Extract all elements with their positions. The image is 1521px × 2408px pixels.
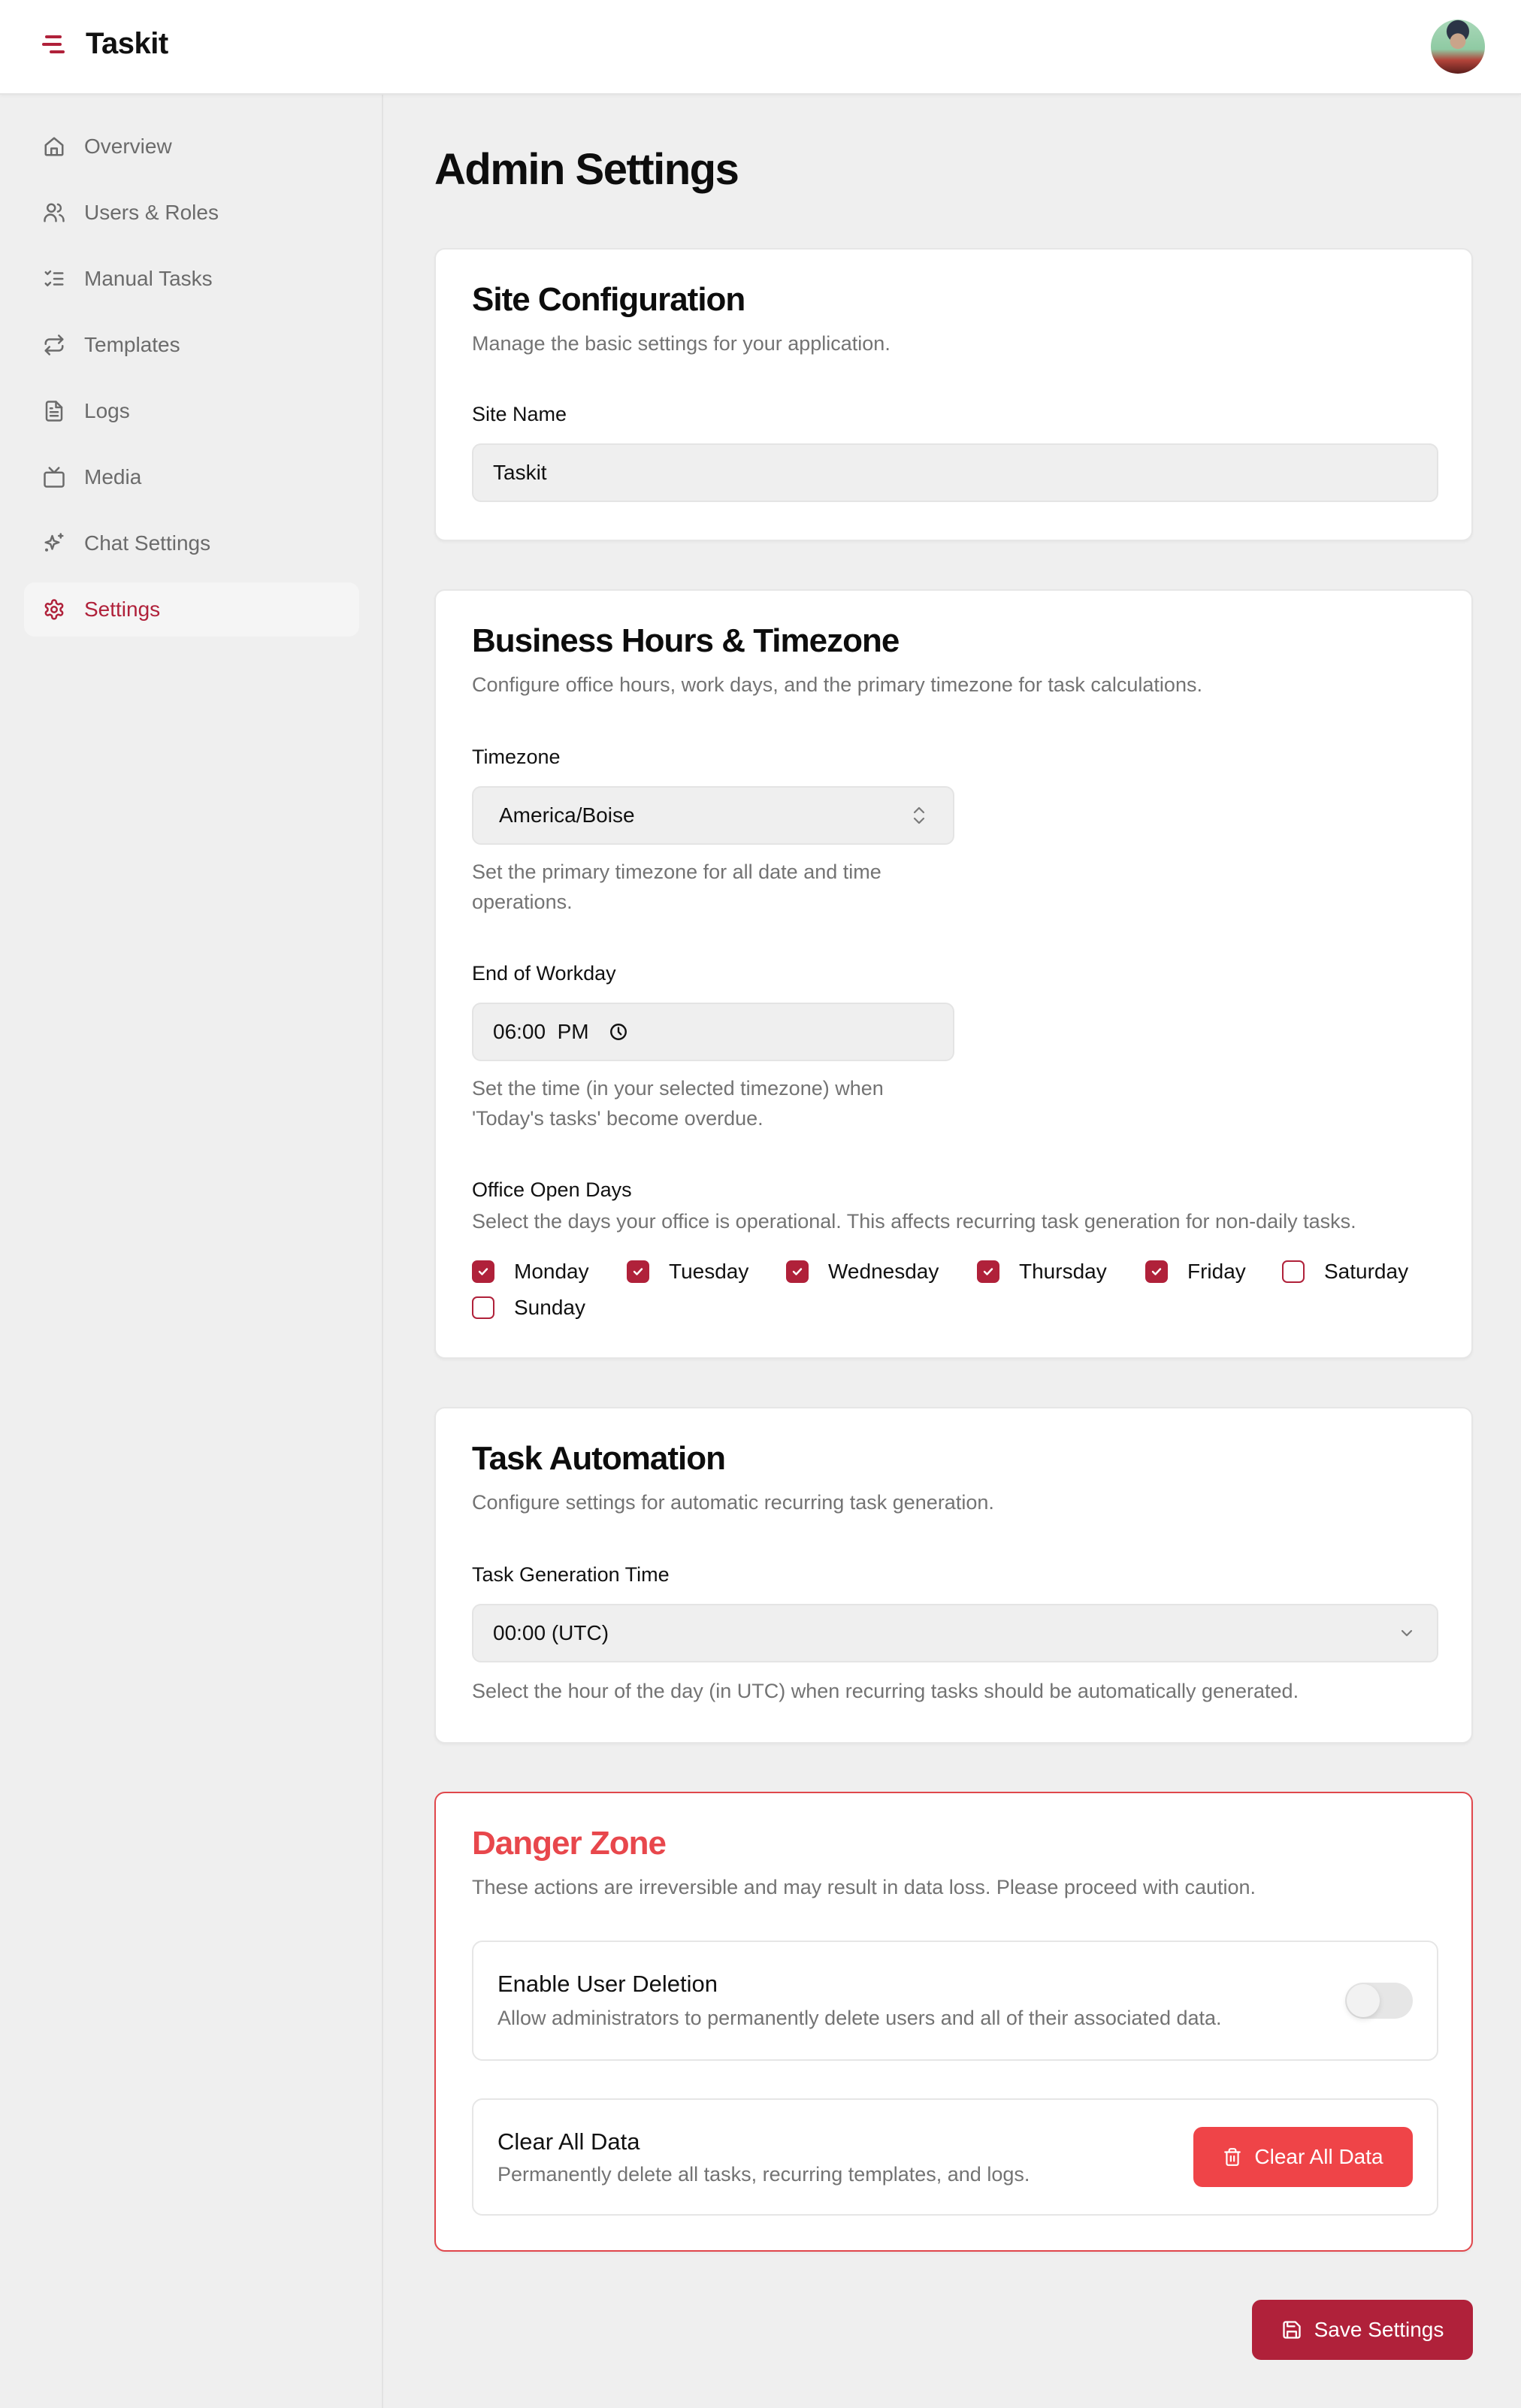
task-generation-time-value: 00:00 (UTC) <box>493 1621 609 1644</box>
clear-data-title: Clear All Data <box>497 2128 640 2155</box>
gear-icon <box>42 597 66 622</box>
day-checkbox-thursday[interactable]: Thursday <box>977 1260 1107 1284</box>
checkbox-unchecked-icon[interactable] <box>1282 1260 1305 1283</box>
user-deletion-description: Allow administrators to permanently delete users and all of their associated data. <box>497 2007 1222 2029</box>
sparkles-icon <box>42 531 66 555</box>
day-checkbox-tuesday[interactable]: Tuesday <box>627 1260 748 1284</box>
timezone-helper: Set the primary timezone for all date and time operations. <box>472 861 881 913</box>
sidebar-item-label: Manual Tasks <box>84 267 213 290</box>
task-generation-time-helper: Select the hour of the day (in UTC) when recurring tasks should be automatically generated. <box>472 1680 1299 1702</box>
site-name-value: Taskit <box>493 461 547 484</box>
day-checkbox-wednesday[interactable]: Wednesday <box>786 1260 939 1284</box>
user-deletion-toggle[interactable] <box>1345 1983 1413 2019</box>
top-bar <box>0 0 1521 95</box>
timezone-label: Timezone <box>472 746 561 768</box>
day-checkbox-saturday[interactable]: Saturday <box>1282 1260 1408 1284</box>
chevrons-up-down-icon <box>911 805 927 826</box>
sidebar-item-templates[interactable] <box>24 318 359 372</box>
end-of-workday-label: End of Workday <box>472 962 616 985</box>
toggle-knob <box>1347 1984 1380 2017</box>
card-description: Manage the basic settings for your application. <box>472 332 891 355</box>
task-generation-time-label: Task Generation Time <box>472 1563 670 1586</box>
danger-zone-card <box>434 1792 1473 2252</box>
save-floppy-icon <box>1281 2319 1302 2340</box>
day-checkbox-friday[interactable]: Friday <box>1145 1260 1246 1284</box>
card-description: These actions are irreversible and may result in data loss. Please proceed with caution. <box>472 1876 1256 1898</box>
clear-all-data-button[interactable]: Clear All Data <box>1193 2127 1413 2187</box>
business-hours-card <box>434 589 1473 1359</box>
card-description: Configure office hours, work days, and the primary timezone for task calculations. <box>472 673 1202 696</box>
end-of-workday-helper: Set the time (in your selected timezone) when 'Today's tasks' become overdue. <box>472 1077 884 1130</box>
repeat-icon <box>42 333 66 357</box>
site-name-input[interactable] <box>472 443 1438 502</box>
user-deletion-title: Enable User Deletion <box>497 1971 718 1997</box>
sidebar-item-chat-settings[interactable] <box>24 516 359 570</box>
sidebar <box>0 95 383 2408</box>
home-icon <box>42 135 66 159</box>
user-deletion-panel <box>472 1941 1438 2061</box>
checkbox-checked-icon[interactable] <box>977 1260 999 1283</box>
sidebar-item-label: Settings <box>84 597 161 621</box>
sidebar-item-settings[interactable] <box>24 582 359 637</box>
card-title: Danger Zone <box>472 1825 666 1862</box>
card-title: Task Automation <box>472 1440 726 1477</box>
office-open-days-label: Office Open Days <box>472 1178 632 1201</box>
checkbox-unchecked-icon[interactable] <box>472 1296 494 1319</box>
clear-data-description: Permanently delete all tasks, recurring templates, and logs. <box>497 2163 1030 2186</box>
checkbox-checked-icon[interactable] <box>1145 1260 1168 1283</box>
card-description: Configure settings for automatic recurring task generation. <box>472 1491 994 1514</box>
office-open-days-description: Select the days your office is operational. This affects recurring task generation for non-daily tasks. <box>472 1210 1356 1233</box>
tv-icon <box>42 465 66 489</box>
trash-icon <box>1223 2146 1242 2168</box>
checkbox-checked-icon[interactable] <box>627 1260 649 1283</box>
checkbox-checked-icon[interactable] <box>786 1260 809 1283</box>
save-settings-button[interactable]: Save Settings <box>1252 2300 1473 2360</box>
sidebar-item-logs[interactable] <box>24 384 359 438</box>
end-of-workday-value: 06:00 PM <box>493 1020 589 1043</box>
page-title: Admin Settings <box>434 145 739 194</box>
site-name-label: Site Name <box>472 403 567 425</box>
site-configuration-card <box>434 248 1473 541</box>
file-text-icon <box>42 399 66 423</box>
sidebar-item-label: Overview <box>84 135 172 158</box>
chevron-down-icon <box>1398 1624 1416 1642</box>
card-title: Site Configuration <box>472 281 745 318</box>
sidebar-item-users-roles[interactable] <box>24 186 359 240</box>
card-title: Business Hours & Timezone <box>472 622 900 659</box>
sidebar-item-label: Media <box>84 465 142 489</box>
sidebar-item-overview[interactable] <box>24 119 359 174</box>
sidebar-item-label: Users & Roles <box>84 201 219 224</box>
timezone-value: America/Boise <box>499 803 635 827</box>
menu-lines-icon[interactable] <box>42 32 66 56</box>
users-icon <box>42 201 66 225</box>
day-checkbox-monday[interactable]: Monday <box>472 1260 589 1284</box>
timezone-select[interactable] <box>472 786 954 845</box>
sidebar-item-manual-tasks[interactable] <box>24 252 359 306</box>
sidebar-item-media[interactable] <box>24 450 359 504</box>
app-name: Taskit <box>86 27 168 60</box>
checklist-icon <box>42 267 66 291</box>
checkbox-checked-icon[interactable] <box>472 1260 494 1283</box>
clear-data-panel <box>472 2098 1438 2216</box>
sidebar-item-label: Logs <box>84 399 130 422</box>
end-of-workday-time-input[interactable] <box>472 1003 954 1061</box>
task-generation-time-select[interactable] <box>472 1604 1438 1662</box>
brand[interactable] <box>42 27 168 61</box>
task-automation-card <box>434 1407 1473 1744</box>
avatar[interactable] <box>1431 20 1485 74</box>
sidebar-item-label: Templates <box>84 333 180 356</box>
day-checkbox-sunday[interactable]: Sunday <box>472 1296 585 1320</box>
sidebar-item-label: Chat Settings <box>84 531 211 555</box>
clock-icon[interactable] <box>609 1022 628 1042</box>
